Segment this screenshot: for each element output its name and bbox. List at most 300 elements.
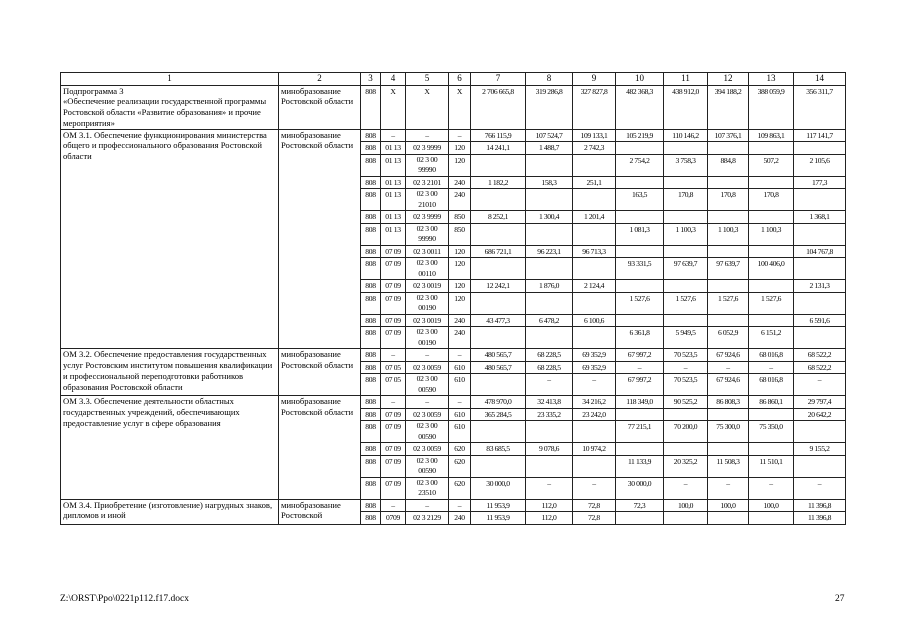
year-value — [573, 327, 616, 349]
target-code: X — [406, 85, 449, 129]
year-value: 67 997,2 — [616, 374, 664, 396]
expense-type: 120 — [449, 154, 471, 176]
column-number: 13 — [749, 73, 794, 86]
expense-type: – — [449, 349, 471, 362]
year-value: 9 155,2 — [794, 443, 846, 456]
section-code: 0709 — [381, 512, 406, 525]
ministry-code: 808 — [361, 176, 381, 189]
section-code: 07 09 — [381, 314, 406, 327]
ministry-code: 808 — [361, 327, 381, 349]
total-value — [471, 455, 526, 477]
year-value: 112,0 — [526, 512, 573, 525]
ministry-code: 808 — [361, 396, 381, 409]
ministry-code: 808 — [361, 499, 381, 512]
total-value — [471, 292, 526, 314]
target-code: – — [406, 499, 449, 512]
section-code: 07 05 — [381, 374, 406, 396]
year-value: 11 396,8 — [794, 499, 846, 512]
total-value: 83 685,5 — [471, 443, 526, 456]
expense-type: 610 — [449, 361, 471, 374]
year-value: 394 188,2 — [708, 85, 749, 129]
year-value: 2 131,3 — [794, 280, 846, 293]
year-value: 388 059,9 — [749, 85, 794, 129]
total-value: 11 953,9 — [471, 512, 526, 525]
year-value — [573, 455, 616, 477]
year-value: – — [664, 477, 708, 499]
target-code: 02 3 2129 — [406, 512, 449, 525]
year-value — [794, 292, 846, 314]
year-value — [573, 189, 616, 211]
year-value — [708, 245, 749, 258]
year-value: 6 151,2 — [749, 327, 794, 349]
section-code: 07 09 — [381, 443, 406, 456]
year-value — [708, 443, 749, 456]
year-value: – — [749, 477, 794, 499]
year-value — [664, 142, 708, 155]
total-value — [471, 327, 526, 349]
expense-type: 240 — [449, 189, 471, 211]
year-value: 70 523,5 — [664, 349, 708, 362]
total-value: 480 565,7 — [471, 349, 526, 362]
year-value — [749, 280, 794, 293]
year-value — [573, 154, 616, 176]
year-value: 105 219,9 — [616, 129, 664, 142]
year-value: 107 376,1 — [708, 129, 749, 142]
year-value — [616, 245, 664, 258]
total-value: 2 706 665,8 — [471, 85, 526, 129]
expense-type: 120 — [449, 245, 471, 258]
ministry-code: 808 — [361, 223, 381, 245]
year-value: – — [573, 477, 616, 499]
year-value: 112,0 — [526, 499, 573, 512]
total-value — [471, 258, 526, 280]
expense-type: 240 — [449, 512, 471, 525]
column-number: 5 — [406, 73, 449, 86]
year-value: 100 406,0 — [749, 258, 794, 280]
year-value — [708, 314, 749, 327]
program-description: ОМ 3.2. Обеспечение предоставления государственных услуг Ростовским институтом повышения квалификации и профессиональной переподготовки работников образования Ростовской области — [61, 349, 279, 396]
target-code: – — [406, 396, 449, 409]
executor: минобразование Ростовской области — [279, 396, 361, 500]
year-value: 11 133,9 — [616, 455, 664, 477]
target-code: – — [406, 129, 449, 142]
year-value — [526, 327, 573, 349]
section-code: 07 09 — [381, 292, 406, 314]
year-value: – — [749, 361, 794, 374]
year-value: 2 105,6 — [794, 154, 846, 176]
ministry-code: 808 — [361, 189, 381, 211]
year-value: 2 742,3 — [573, 142, 616, 155]
year-value: 1 527,6 — [708, 292, 749, 314]
executor: минобразование Ростовской — [279, 499, 361, 524]
year-value — [749, 211, 794, 224]
year-value: 70 200,0 — [664, 421, 708, 443]
expense-type: – — [449, 396, 471, 409]
year-value: 34 216,2 — [573, 396, 616, 409]
column-number: 11 — [664, 73, 708, 86]
year-value: 5 949,5 — [664, 327, 708, 349]
ministry-code: 808 — [361, 142, 381, 155]
year-value: 1 527,6 — [616, 292, 664, 314]
section-code: 07 05 — [381, 361, 406, 374]
year-value: 70 523,5 — [664, 374, 708, 396]
year-value — [526, 421, 573, 443]
year-value — [616, 408, 664, 421]
year-value — [616, 314, 664, 327]
year-value: 1 100,3 — [749, 223, 794, 245]
target-code: 02 3 00 99990 — [406, 154, 449, 176]
year-value: 93 331,5 — [616, 258, 664, 280]
year-value: 1 527,6 — [664, 292, 708, 314]
year-value — [573, 223, 616, 245]
year-value: 1 527,6 — [749, 292, 794, 314]
year-value — [664, 176, 708, 189]
year-value: 30 000,0 — [616, 477, 664, 499]
year-value: 68 522,2 — [794, 361, 846, 374]
total-value — [471, 223, 526, 245]
ministry-code: 808 — [361, 245, 381, 258]
program-description: ОМ 3.1. Обеспечение функционирования министерства общего и профессионального образования Ростовской области — [61, 129, 279, 349]
section-code: 01 13 — [381, 211, 406, 224]
year-value — [708, 408, 749, 421]
year-value: 356 311,7 — [794, 85, 846, 129]
year-value: 68 016,8 — [749, 349, 794, 362]
year-value: 109 133,1 — [573, 129, 616, 142]
year-value — [616, 512, 664, 525]
year-value: 3 758,3 — [664, 154, 708, 176]
section-code: – — [381, 396, 406, 409]
year-value: 109 863,1 — [749, 129, 794, 142]
section-code: 01 13 — [381, 189, 406, 211]
year-value: 158,3 — [526, 176, 573, 189]
year-value: 86 808,3 — [708, 396, 749, 409]
year-value — [664, 512, 708, 525]
target-code: 02 3 00 99990 — [406, 223, 449, 245]
ministry-code: 808 — [361, 280, 381, 293]
year-value — [664, 443, 708, 456]
year-value — [749, 142, 794, 155]
total-value: 11 953,9 — [471, 499, 526, 512]
target-code: 02 3 00 00590 — [406, 374, 449, 396]
ministry-code: 808 — [361, 129, 381, 142]
section-code: 01 13 — [381, 154, 406, 176]
year-value: 68 522,2 — [794, 349, 846, 362]
year-value: 884,8 — [708, 154, 749, 176]
section-code: 01 13 — [381, 223, 406, 245]
expense-type: 620 — [449, 443, 471, 456]
expense-type: X — [449, 85, 471, 129]
year-value — [616, 211, 664, 224]
ministry-code: 808 — [361, 211, 381, 224]
ministry-code: 808 — [361, 421, 381, 443]
year-value: 69 352,9 — [573, 349, 616, 362]
section-code: 07 09 — [381, 245, 406, 258]
year-value: 170,8 — [749, 189, 794, 211]
year-value: 9 078,6 — [526, 443, 573, 456]
year-value: 10 974,2 — [573, 443, 616, 456]
year-value: 1 300,4 — [526, 211, 573, 224]
total-value: 1 182,2 — [471, 176, 526, 189]
table-row — [61, 396, 846, 409]
year-value: 29 797,4 — [794, 396, 846, 409]
year-value — [749, 443, 794, 456]
section-code: 01 13 — [381, 142, 406, 155]
year-value: 67 924,6 — [708, 374, 749, 396]
year-value: 86 860,1 — [749, 396, 794, 409]
year-value: 6 052,9 — [708, 327, 749, 349]
year-value: 163,5 — [616, 189, 664, 211]
ministry-code: 808 — [361, 374, 381, 396]
year-value: 96 223,1 — [526, 245, 573, 258]
target-code: 02 3 9999 — [406, 142, 449, 155]
year-value: – — [526, 374, 573, 396]
year-value: 251,1 — [573, 176, 616, 189]
target-code: 02 3 00 00110 — [406, 258, 449, 280]
year-value — [573, 421, 616, 443]
year-value — [708, 211, 749, 224]
total-value — [471, 374, 526, 396]
target-code: 02 3 0019 — [406, 280, 449, 293]
year-value: 1 100,3 — [708, 223, 749, 245]
year-value: 68 016,8 — [749, 374, 794, 396]
year-value — [749, 512, 794, 525]
year-value — [708, 142, 749, 155]
expense-type: 240 — [449, 327, 471, 349]
section-code: X — [381, 85, 406, 129]
table-row — [61, 349, 846, 362]
ministry-code: 808 — [361, 512, 381, 525]
year-value — [708, 280, 749, 293]
year-value: 6 591,6 — [794, 314, 846, 327]
year-value: 68 228,5 — [526, 349, 573, 362]
expense-type: 850 — [449, 211, 471, 224]
year-value: 6 478,2 — [526, 314, 573, 327]
column-number: 3 — [361, 73, 381, 86]
year-value — [708, 512, 749, 525]
total-value — [471, 189, 526, 211]
year-value — [749, 408, 794, 421]
year-value — [616, 280, 664, 293]
year-value: 77 215,1 — [616, 421, 664, 443]
year-value: 118 349,0 — [616, 396, 664, 409]
expense-type: 610 — [449, 421, 471, 443]
year-value: 23 242,0 — [573, 408, 616, 421]
expense-type: 240 — [449, 176, 471, 189]
section-code: – — [381, 349, 406, 362]
year-value — [616, 176, 664, 189]
budget-table — [60, 72, 846, 525]
total-value: 8 252,1 — [471, 211, 526, 224]
year-value: 1 081,3 — [616, 223, 664, 245]
year-value: 11 508,3 — [708, 455, 749, 477]
target-code: 02 3 9999 — [406, 211, 449, 224]
expense-type: – — [449, 499, 471, 512]
ministry-code: 808 — [361, 258, 381, 280]
table-row — [61, 129, 846, 142]
year-value: – — [616, 361, 664, 374]
total-value: 12 242,1 — [471, 280, 526, 293]
section-code: 07 09 — [381, 421, 406, 443]
section-code: 07 09 — [381, 280, 406, 293]
column-number: 6 — [449, 73, 471, 86]
target-code: 02 3 00 00190 — [406, 292, 449, 314]
year-value: 110 146,2 — [664, 129, 708, 142]
section-code: 07 09 — [381, 408, 406, 421]
year-value — [664, 280, 708, 293]
expense-type: 120 — [449, 292, 471, 314]
table-row — [61, 85, 846, 129]
year-value: 72,8 — [573, 499, 616, 512]
year-value: 69 352,9 — [573, 361, 616, 374]
year-value — [794, 189, 846, 211]
target-code: 02 3 2101 — [406, 176, 449, 189]
year-value: 20 642,2 — [794, 408, 846, 421]
total-value — [471, 421, 526, 443]
column-number: 4 — [381, 73, 406, 86]
year-value: 117 141,7 — [794, 129, 846, 142]
year-value: 438 912,0 — [664, 85, 708, 129]
column-number: 8 — [526, 73, 573, 86]
year-value — [526, 223, 573, 245]
column-number: 14 — [794, 73, 846, 86]
year-value: 2 124,4 — [573, 280, 616, 293]
table-body — [61, 73, 846, 525]
total-value: 766 115,9 — [471, 129, 526, 142]
footer-file-path: Z:\ORST\Ppo\0221p112.f17.docx — [60, 594, 189, 604]
program-description: ОМ 3.4. Приобретение (изготовление) нагрудных знаков, дипломов и иной — [61, 499, 279, 524]
ministry-code: 808 — [361, 408, 381, 421]
target-code: 02 3 0019 — [406, 314, 449, 327]
ministry-code: 808 — [361, 154, 381, 176]
year-value: 177,3 — [794, 176, 846, 189]
year-value: 67 997,2 — [616, 349, 664, 362]
target-code: 02 3 0059 — [406, 408, 449, 421]
year-value: – — [794, 477, 846, 499]
table-row — [61, 499, 846, 512]
year-value: 327 827,8 — [573, 85, 616, 129]
total-value: 686 721,1 — [471, 245, 526, 258]
year-value — [749, 314, 794, 327]
column-number: 10 — [616, 73, 664, 86]
year-value — [573, 258, 616, 280]
program-description: ОМ 3.3. Обеспечение деятельности областных государственных учреждений, обеспечивающих предоставление услуг в сфере образования — [61, 396, 279, 500]
year-value: 67 924,6 — [708, 349, 749, 362]
expense-type: 120 — [449, 142, 471, 155]
year-value — [749, 176, 794, 189]
target-code: 02 3 00 23510 — [406, 477, 449, 499]
ministry-code: 808 — [361, 349, 381, 362]
expense-type: 620 — [449, 455, 471, 477]
year-value: 23 335,2 — [526, 408, 573, 421]
section-code: – — [381, 499, 406, 512]
total-value: 43 477,3 — [471, 314, 526, 327]
target-code: 02 3 00 00190 — [406, 327, 449, 349]
year-value — [616, 142, 664, 155]
year-value: – — [526, 477, 573, 499]
year-value: 72,3 — [616, 499, 664, 512]
year-value — [794, 142, 846, 155]
expense-type: 850 — [449, 223, 471, 245]
year-value — [794, 258, 846, 280]
year-value: 32 413,8 — [526, 396, 573, 409]
year-value: 100,0 — [749, 499, 794, 512]
total-value: 480 565,7 — [471, 361, 526, 374]
year-value: 2 754,2 — [616, 154, 664, 176]
year-value: 482 368,3 — [616, 85, 664, 129]
ministry-code: 808 — [361, 361, 381, 374]
target-code: 02 3 00 00590 — [406, 421, 449, 443]
year-value — [616, 443, 664, 456]
year-value: 75 350,0 — [749, 421, 794, 443]
year-value — [526, 455, 573, 477]
section-code: 07 09 — [381, 455, 406, 477]
year-value: – — [708, 361, 749, 374]
year-value — [749, 245, 794, 258]
year-value — [794, 455, 846, 477]
column-number: 1 — [61, 73, 279, 86]
expense-type: 120 — [449, 280, 471, 293]
year-value: – — [794, 374, 846, 396]
section-code: 07 09 — [381, 327, 406, 349]
expense-type: 620 — [449, 477, 471, 499]
year-value — [526, 189, 573, 211]
target-code: 02 3 00 21010 — [406, 189, 449, 211]
program-description: Подпрограмма 3 «Обеспечение реализации государственной программы Ростовской области «Развитие образования» и прочие мероприятия» — [61, 85, 279, 129]
year-value: 104 767,8 — [794, 245, 846, 258]
target-code: 02 3 0059 — [406, 443, 449, 456]
year-value — [794, 421, 846, 443]
total-value: 365 284,5 — [471, 408, 526, 421]
year-value: 170,8 — [664, 189, 708, 211]
ministry-code: 808 — [361, 314, 381, 327]
year-value: 170,8 — [708, 189, 749, 211]
ministry-code: 808 — [361, 477, 381, 499]
total-value: 30 000,0 — [471, 477, 526, 499]
year-value: – — [573, 374, 616, 396]
ministry-code: 808 — [361, 292, 381, 314]
year-value: 100,0 — [664, 499, 708, 512]
section-code: 01 13 — [381, 176, 406, 189]
year-value — [794, 327, 846, 349]
ministry-code: 808 — [361, 85, 381, 129]
year-value: 507,2 — [749, 154, 794, 176]
year-value — [664, 211, 708, 224]
year-value — [526, 258, 573, 280]
year-value: 75 300,0 — [708, 421, 749, 443]
expense-type: 120 — [449, 258, 471, 280]
year-value: 72,8 — [573, 512, 616, 525]
section-code: – — [381, 129, 406, 142]
section-code: 07 09 — [381, 258, 406, 280]
year-value: 11 510,1 — [749, 455, 794, 477]
year-value: – — [708, 477, 749, 499]
year-value: 107 524,7 — [526, 129, 573, 142]
year-value: 100,0 — [708, 499, 749, 512]
target-code: 02 3 00 00590 — [406, 455, 449, 477]
year-value: 90 525,2 — [664, 396, 708, 409]
year-value: 11 396,8 — [794, 512, 846, 525]
year-value: 6 100,6 — [573, 314, 616, 327]
total-value: 14 241,1 — [471, 142, 526, 155]
year-value: 20 325,2 — [664, 455, 708, 477]
column-number: 2 — [279, 73, 361, 86]
year-value: – — [664, 361, 708, 374]
executor: минобразование Ростовской области — [279, 349, 361, 396]
year-value: 1 876,0 — [526, 280, 573, 293]
year-value: 1 100,3 — [664, 223, 708, 245]
executor: минобразование Ростовской области — [279, 129, 361, 349]
year-value — [794, 223, 846, 245]
